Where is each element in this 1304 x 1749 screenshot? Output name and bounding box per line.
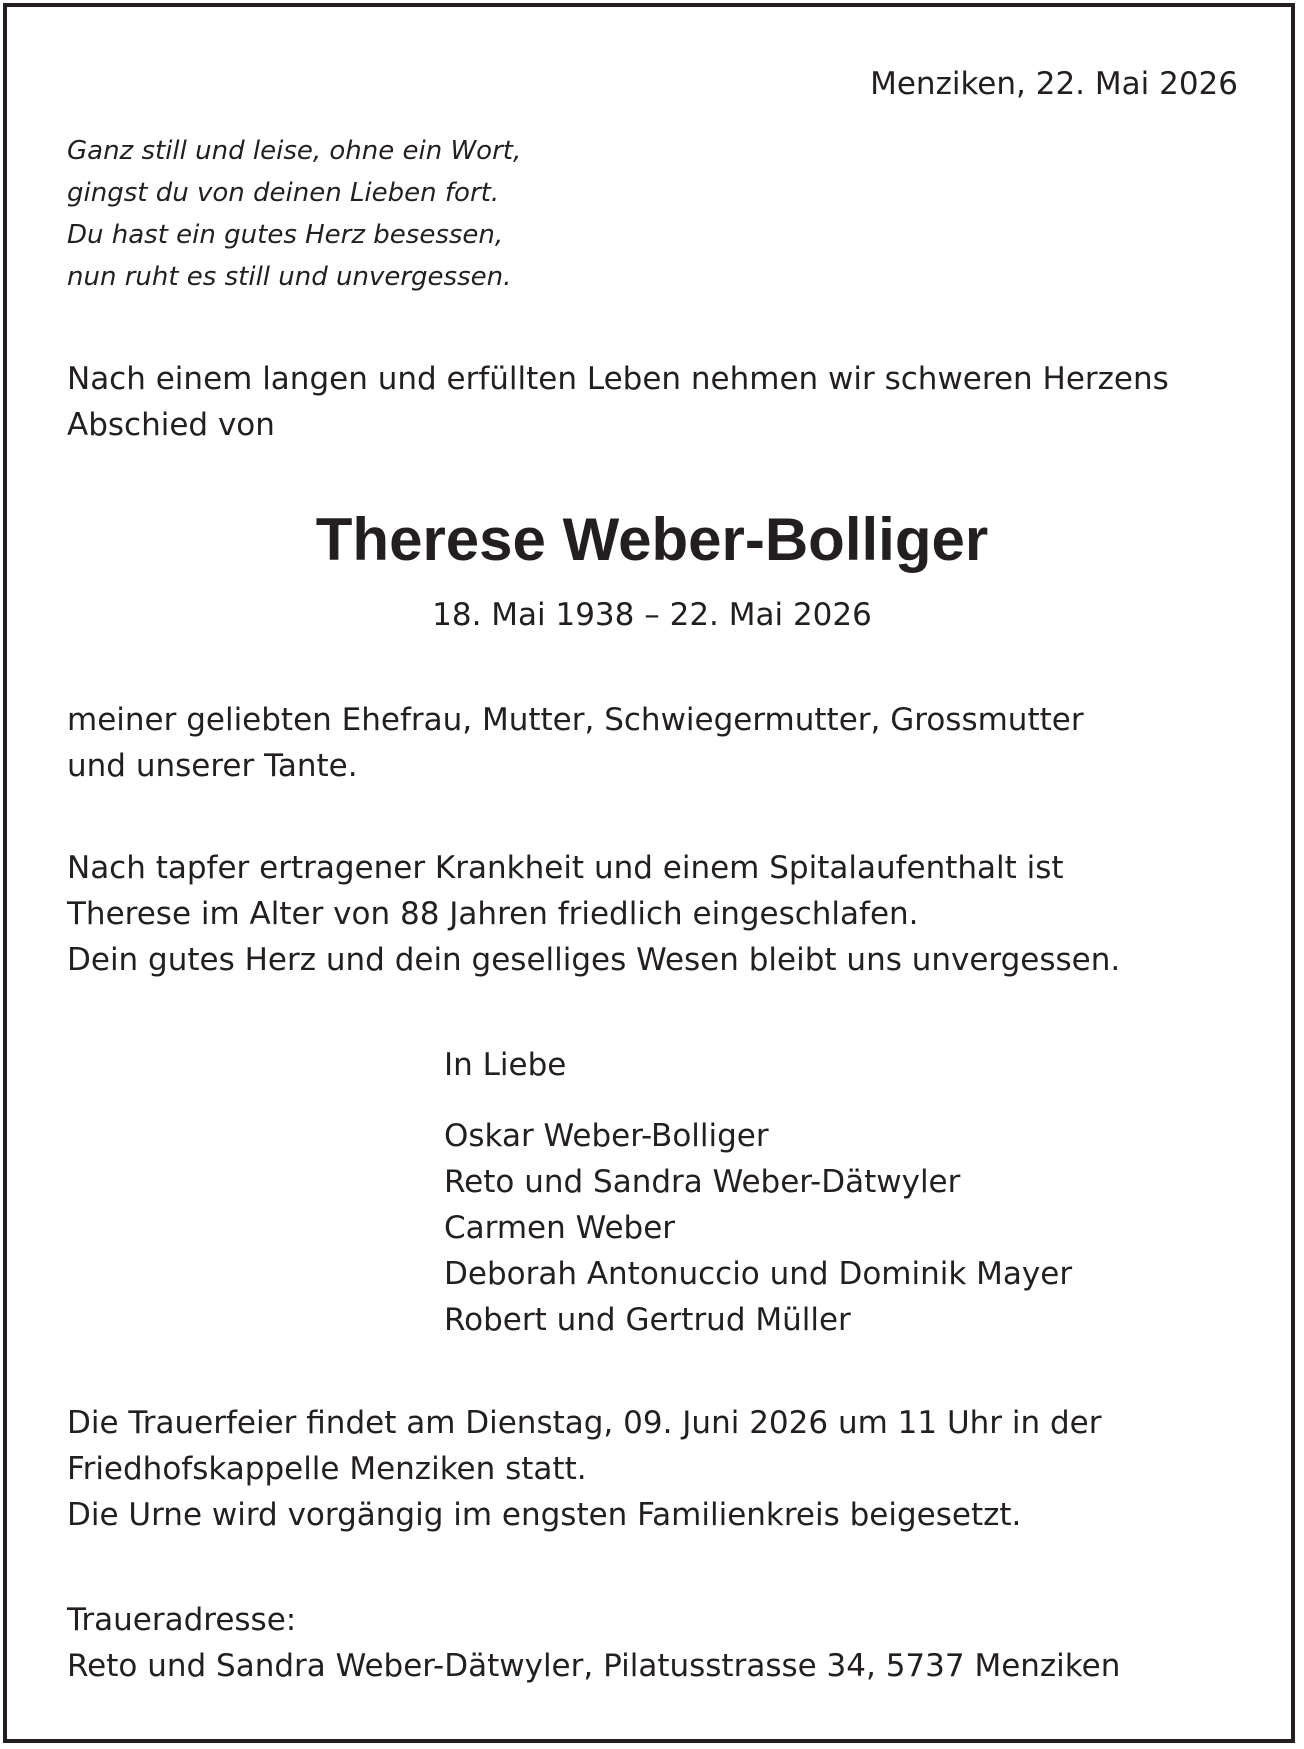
address-value: Reto und Sandra Weber-Dätwyler, Pilatusstrasse 34, 5737 Menziken — [67, 1648, 1121, 1684]
relation-line: und unserer Tante. — [67, 748, 358, 784]
poem-line: nun ruht es still und unvergessen. — [67, 262, 512, 292]
intro-paragraph — [67, 356, 1169, 448]
family-member: Robert und Gertrud Müller — [444, 1302, 851, 1338]
relation-line: meiner geliebten Ehefrau, Mutter, Schwiegermutter, Grossmutter — [67, 702, 1084, 738]
signoff: In Liebe — [444, 1047, 567, 1083]
poem-line: Ganz still und leise, ohne ein Wort, — [67, 136, 522, 166]
poem-line: Du hast ein gutes Herz besessen, — [67, 220, 504, 250]
poem-line: gingst du von deinen Lieben fort. — [67, 178, 500, 208]
relation-paragraph — [67, 697, 1084, 789]
intro-line: Abschied von — [67, 407, 275, 443]
message-line: Dein gutes Herz und dein geselliges Wesen bleibt uns unvergessen. — [67, 942, 1121, 978]
family-member: Deborah Antonuccio und Dominik Mayer — [444, 1256, 1073, 1292]
deceased-name: Therese Weber-Bolliger — [315, 506, 989, 573]
ceremony-line: Die Urne wird vorgängig im engsten Familienkreis beigesetzt. — [67, 1497, 1022, 1533]
family-member: Reto und Sandra Weber-Dätwyler — [444, 1164, 961, 1200]
poem — [67, 130, 521, 298]
ceremony-paragraph — [67, 1400, 1102, 1538]
family-member: Oskar Weber-Bolliger — [444, 1118, 769, 1154]
message-paragraph — [67, 845, 1120, 983]
place-date: Menziken, 22. Mai 2026 — [870, 66, 1238, 102]
message-line: Therese im Alter von 88 Jahren friedlich eingeschlafen. — [67, 896, 919, 932]
address-label: Traueradresse: — [67, 1602, 297, 1638]
lifespan-dates: 18. Mai 1938 – 22. Mai 2026 — [432, 597, 872, 633]
ceremony-line: Die Trauerfeier findet am Dienstag, 09. Juni 2026 um 11 Uhr in der — [67, 1405, 1102, 1441]
message-line: Nach tapfer ertragener Krankheit und einem Spitalaufenthalt ist — [67, 850, 1064, 886]
ceremony-line: Friedhofskappelle Menziken statt. — [67, 1451, 587, 1487]
family-member: Carmen Weber — [444, 1210, 676, 1246]
family-list — [444, 1113, 1072, 1343]
intro-line: Nach einem langen und erfüllten Leben nehmen wir schweren Herzens — [67, 361, 1169, 397]
address-block — [67, 1597, 1120, 1689]
